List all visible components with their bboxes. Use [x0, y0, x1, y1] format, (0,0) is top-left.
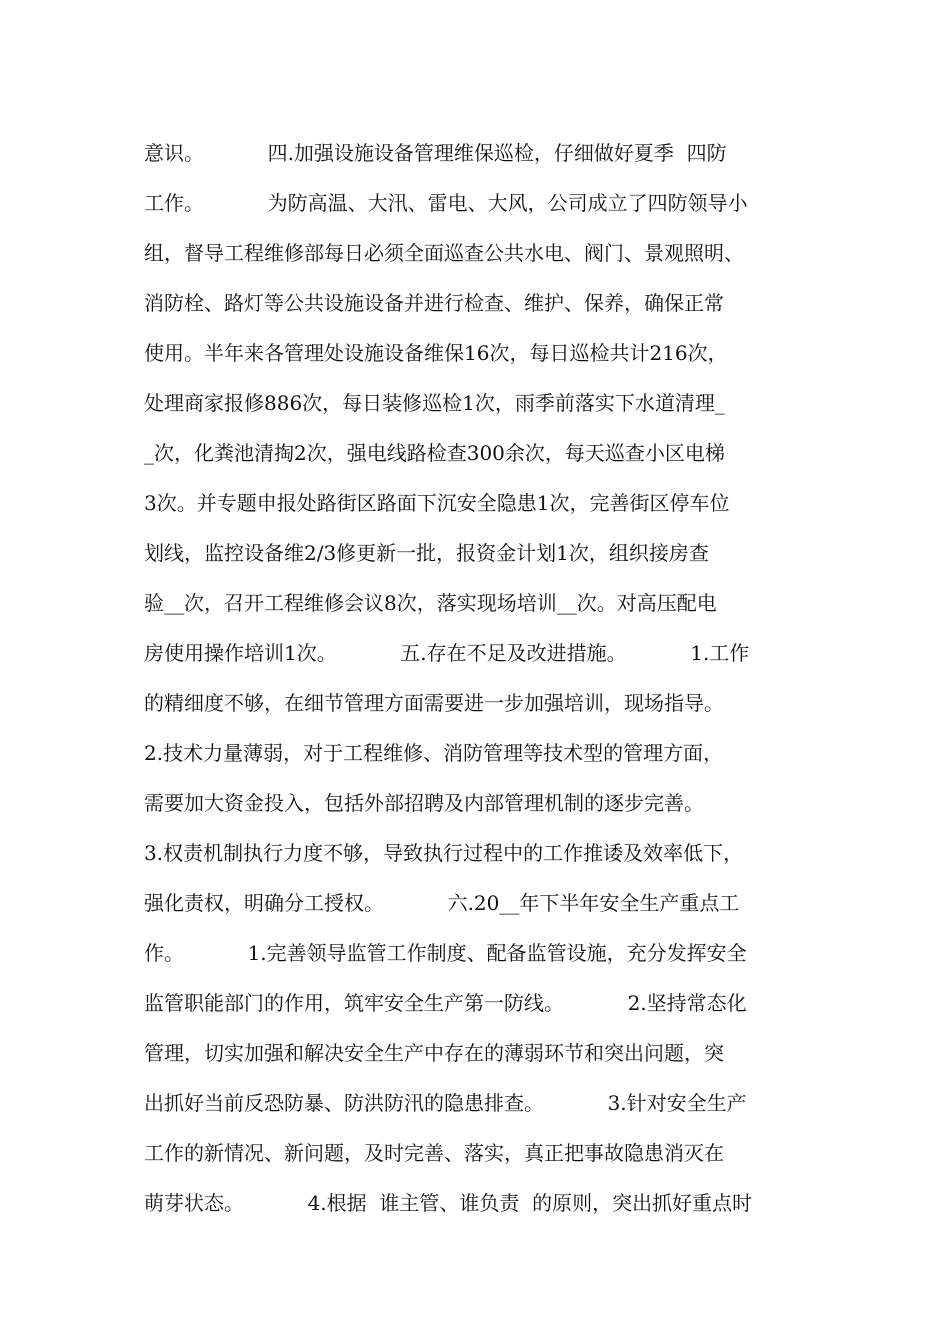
body-text [144, 128, 844, 1228]
text-line: 划线，监控设备维2/3修更新一批，报资金计划1次，组织接房查 [144, 541, 709, 565]
text-line: 作。 1.完善领导监管工作制度、配备监管设施，充分发挥安全 [144, 941, 747, 965]
text-line: 的精细度不够，在细节管理方面需要进一步加强培训，现场指导。 [144, 691, 724, 715]
text-line: 2.技术力量薄弱，对于工程维修、消防管理等技术型的管理方面， [144, 741, 724, 765]
text-line: 组，督导工程维修部每日必须全面巡查公共水电、阀门、景观照明、 [144, 241, 744, 265]
text-line: 3次。并专题申报处路街区路面下沉安全隐患1次，完善街区停车位 [144, 491, 730, 515]
text-line: 监管职能部门的作用，筑牢安全生产第一防线。 2.坚持常态化 [144, 991, 747, 1015]
text-line: 意识。 四.加强设施设备管理维保巡检，仔细做好夏季 四防 [144, 141, 727, 165]
text-line: 消防栓、路灯等公共设施设备并进行检查、维护、保养，确保正常 [144, 291, 724, 315]
text-line: 强化责权，明确分工授权。 六.20__年下半年安全生产重点工 [144, 891, 740, 915]
text-line: 需要加大资金投入，包括外部招聘及内部管理机制的逐步完善。 [144, 791, 704, 815]
text-line: 3.权责机制执行力度不够，导致执行过程中的工作推诿及效率低下， [144, 841, 744, 865]
text-line: 管理，切实加强和解决安全生产中存在的薄弱环节和突出问题，突 [144, 1041, 724, 1065]
text-line: 房使用操作培训1次。 五.存在不足及改进措施。 1.工作 [144, 641, 750, 665]
text-line: 萌芽状态。 4.根据 谁主管、谁负责 的原则，突出抓好重点时 [144, 1191, 753, 1215]
text-line: 处理商家报修886次，每日装修巡检1次，雨季前落实下水道清理_ [144, 391, 725, 415]
text-line: 工作的新情况、新问题，及时完善、落实，真正把事故隐患消灭在 [144, 1141, 724, 1165]
text-line: 工作。 为防高温、大汛、雷电、大风，公司成立了四防领导小 [144, 191, 748, 215]
text-line: 使用。半年来各管理处设施设备维保16次，每日巡检共计216次， [144, 341, 728, 365]
text-line: 出抓好当前反恐防暴、防洪防汛的隐患排查。 3.针对安全生产 [144, 1091, 747, 1115]
text-line: 验__次，召开工程维修会议8次，落实现场培训__次。对高压配电 [144, 591, 717, 615]
text-line: _次，化粪池清掏2次，强电线路检查300余次，每天巡查小区电梯 [144, 441, 725, 465]
